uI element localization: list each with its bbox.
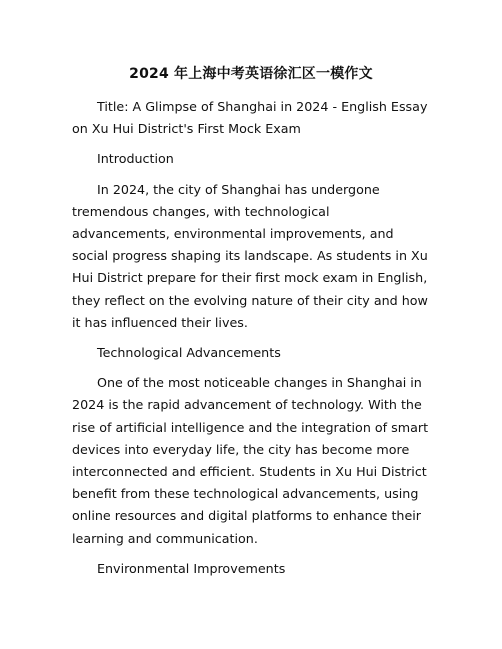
introduction-heading: Introduction — [97, 151, 174, 167]
essay-title-paragraph: Title: A Glimpse of Shanghai in 2024 - English Essay on Xu Hui District's First Mock Exam — [72, 99, 428, 137]
technology-heading: Technological Advancements — [97, 345, 281, 361]
introduction-paragraph: In 2024, the city of Shanghai has undergone tremendous changes, with technological advancements, environmental improvements, and social progress shaping its landscape. As students in Xu Hui District prepare for their first mock exam in English, they reflect on the evolving nature of their city and how it has influenced their lives. — [72, 181, 428, 330]
document-title: 2024 年上海中考英语徐汇区一模作文 — [129, 66, 373, 82]
technology-paragraph: One of the most noticeable changes in Shanghai in 2024 is the rapid advancement of technology. With the rise of artificial intelligence and the integration of smart devices into everyday life, the city has become more interconnected and efficient. Students in Xu Hui District benefit from these technological advancements, using online resources and digital platforms to enhance their learning and communication. — [72, 375, 429, 546]
environment-heading: Environmental Improvements — [97, 560, 286, 576]
